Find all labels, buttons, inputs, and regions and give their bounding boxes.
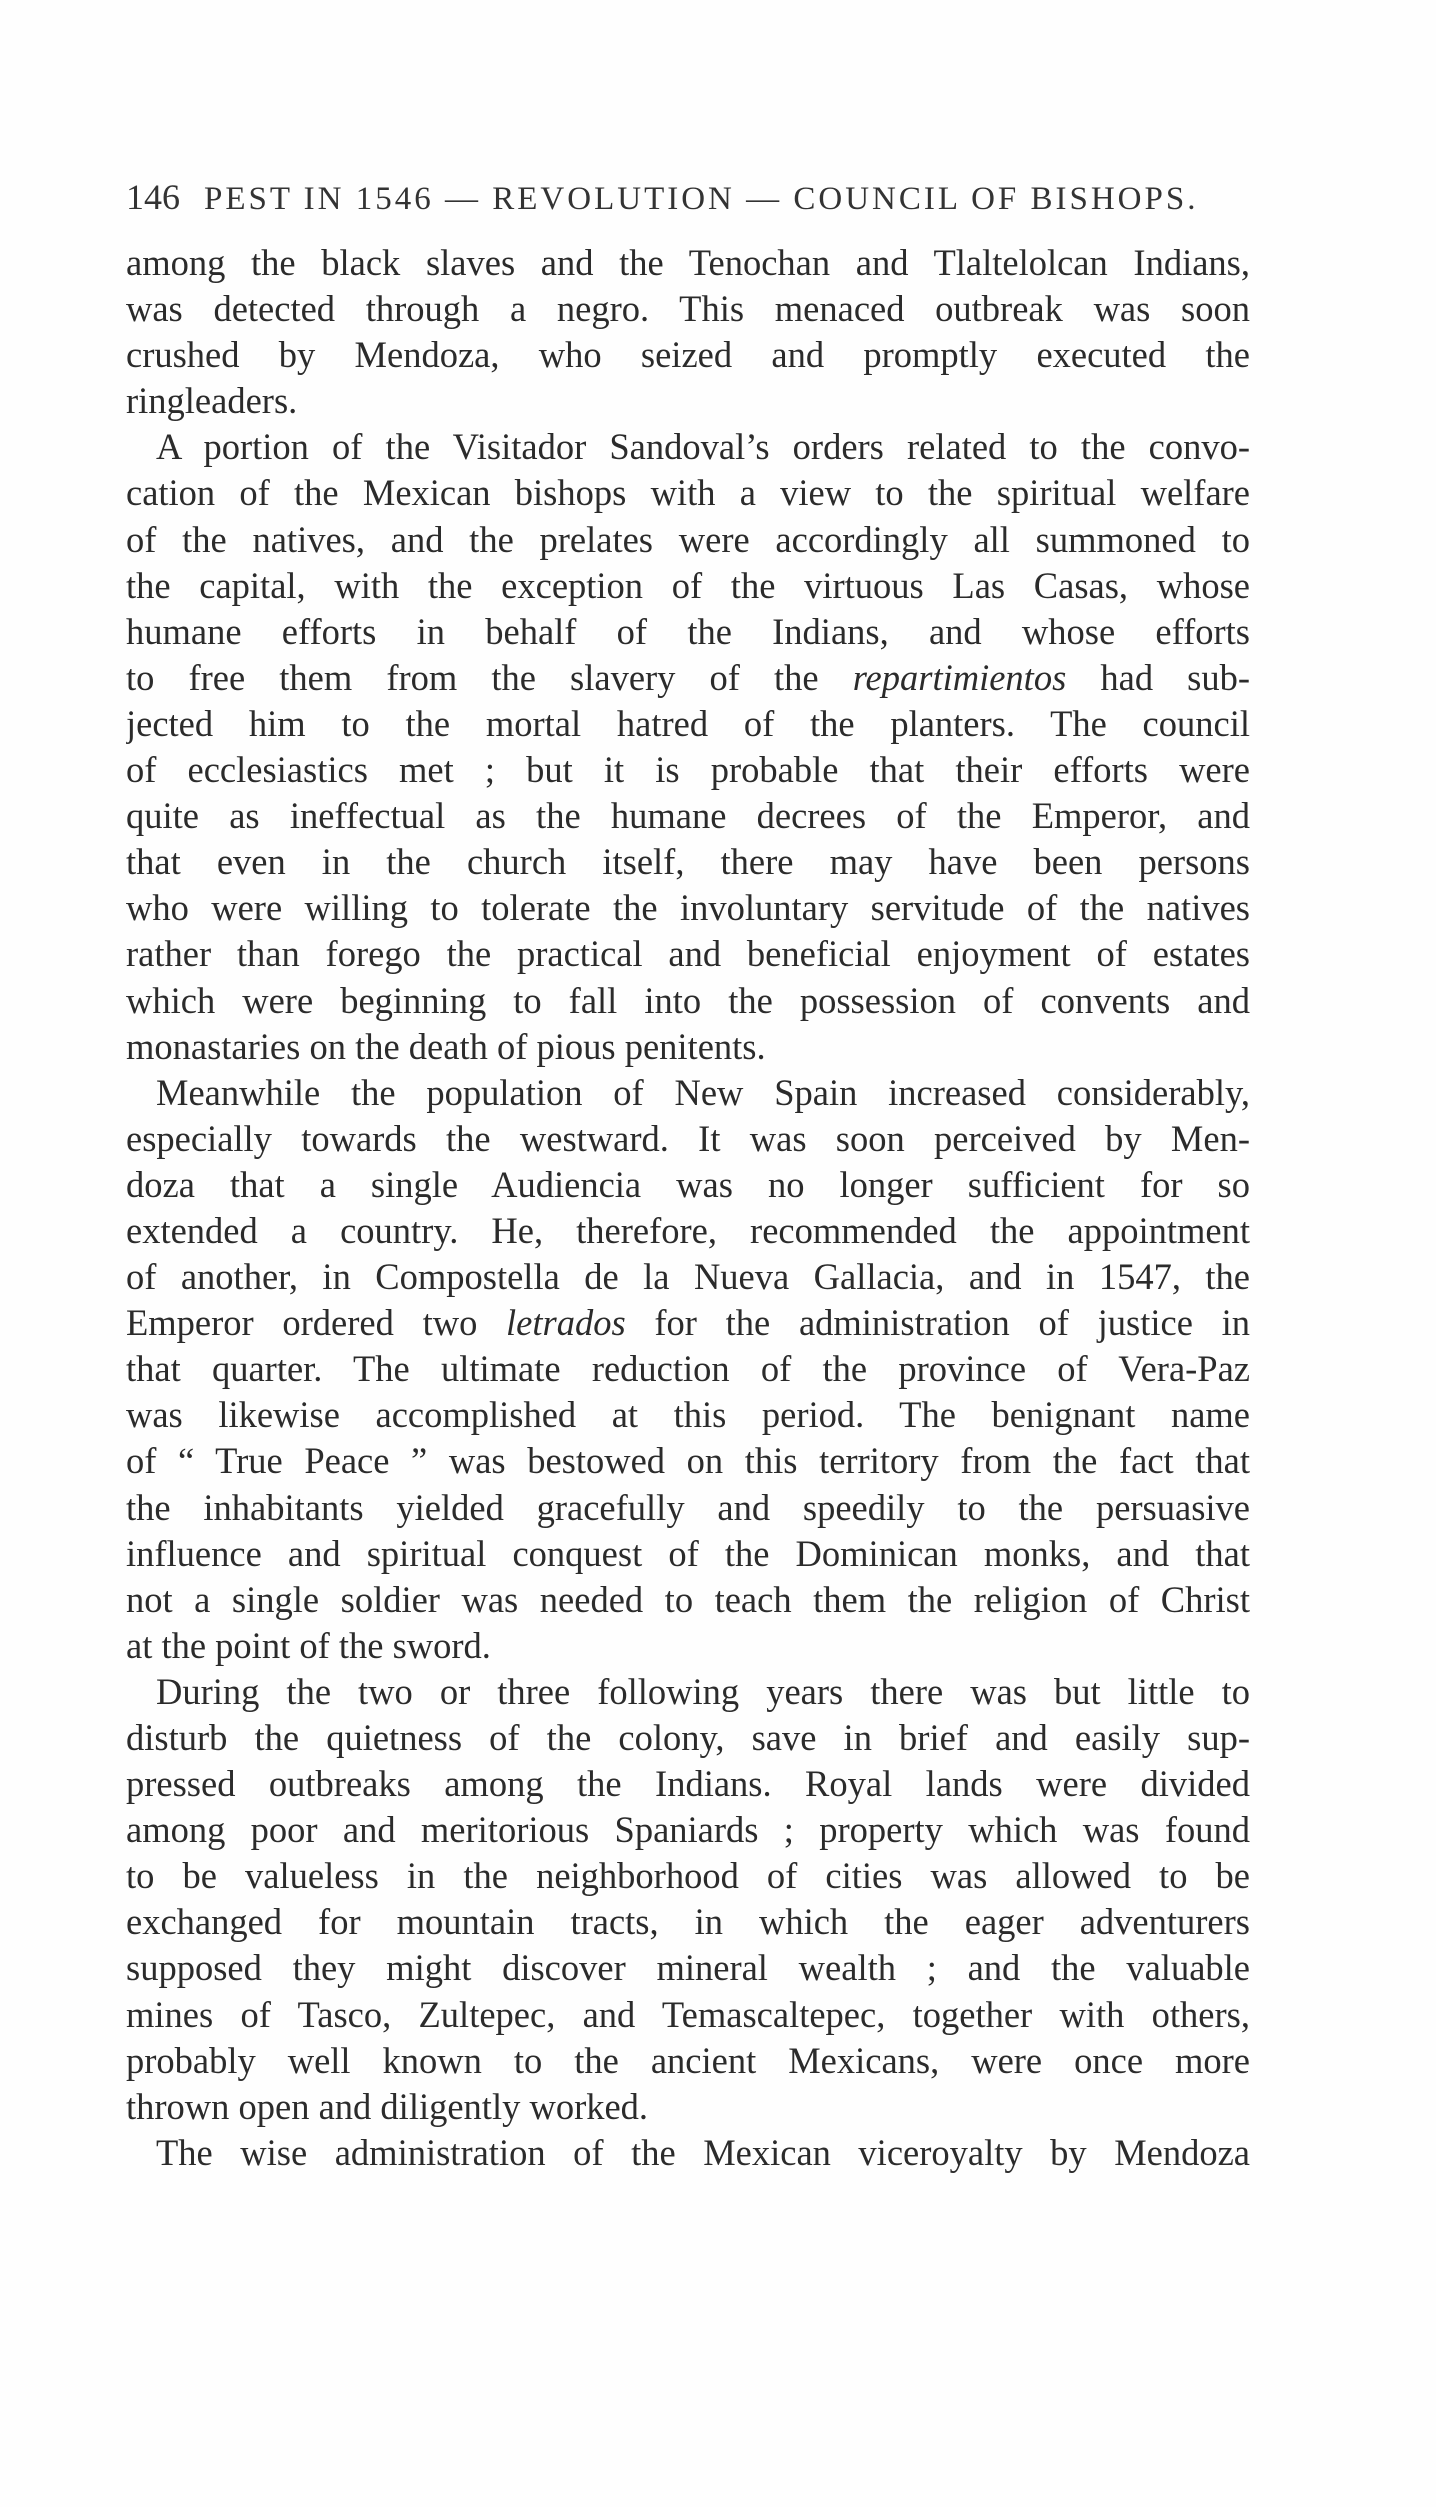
running-head-title: PEST IN 1546 — REVOLUTION — COUNCIL OF BISHOPS. — [204, 181, 1199, 217]
text-line: was likewise accomplished at this period. The benignant name — [126, 1394, 1250, 1436]
running-head — [126, 176, 1246, 218]
text-line: ringleaders. — [126, 380, 298, 422]
text-line: of another, in Compostella de la Nueva Gallacia, and in 1547, the — [126, 1256, 1250, 1298]
text-line: of the natives, and the prelates were accordingly all summoned to — [126, 518, 1250, 560]
text-line: quite as ineffectual as the humane decrees of the Emperor, and — [126, 795, 1250, 837]
text-line: doza that a single Audiencia was no longer sufficient for so — [126, 1163, 1250, 1205]
text-line: that quarter. The ultimate reduction of the province of Vera-Paz — [126, 1348, 1250, 1390]
italic-term-repartimientos: repartimientos — [852, 656, 1067, 698]
text-segment: to free them from the slavery of the — [126, 656, 853, 698]
page-number: 146 — [126, 177, 180, 217]
text-line: influence and spiritual conquest of the Dominican monks, and that — [126, 1532, 1250, 1574]
text-line: mines of Tasco, Zultepec, and Temascaltepec, together with others, — [126, 1993, 1250, 2035]
text-line: among poor and meritorious Spaniards ; property which was found — [126, 1809, 1250, 1851]
text-line: among the black slaves and the Tenochan and Tlaltelolcan Indians, — [126, 242, 1250, 283]
text-line: especially towards the westward. It was soon perceived by Men- — [126, 1117, 1250, 1159]
text-line-with-italic — [126, 1300, 1250, 1346]
paragraph-start-line: A portion of the Visitador Sandoval’s orders related to the convo- — [156, 426, 1250, 468]
text-line: of ecclesiastics met ; but it is probable that their efforts were — [126, 749, 1250, 791]
text-line: probably well known to the ancient Mexicans, were once more — [126, 2039, 1250, 2081]
text-line: who were willing to tolerate the involuntary servitude of the natives — [126, 887, 1250, 929]
text-line: pressed outbreaks among the Indians. Royal lands were divided — [126, 1763, 1250, 1805]
text-line: extended a country. He, therefore, recommended the appointment — [126, 1209, 1250, 1251]
paragraph-start-line: Meanwhile the population of New Spain increased considerably, — [156, 1071, 1250, 1113]
paragraph-start-line: During the two or three following years there was but little to — [156, 1670, 1250, 1712]
text-line: was detected through a negro. This menaced outbreak was soon — [126, 288, 1250, 330]
text-line: the capital, with the exception of the virtuous Las Casas, whose — [126, 564, 1250, 606]
paragraph-start-line: The wise administration of the Mexican viceroyalty by Mendoza — [156, 2131, 1250, 2173]
text-line: jected him to the mortal hatred of the planters. The council — [126, 702, 1250, 744]
body-text — [126, 240, 1250, 2176]
text-line: disturb the quietness of the colony, save in brief and easily sup- — [126, 1717, 1250, 1758]
text-line: monastaries on the death of pious penitents. — [126, 1025, 766, 1067]
text-line-with-italic — [126, 655, 1250, 701]
text-line: supposed they might discover mineral wealth ; and the valuable — [126, 1947, 1250, 1989]
text-line: thrown open and diligently worked. — [126, 2085, 649, 2127]
text-line: that even in the church itself, there may have been persons — [126, 841, 1250, 883]
text-line: exchanged for mountain tracts, in which the eager adventurers — [126, 1901, 1250, 1943]
text-line: cation of the Mexican bishops with a view to the spiritual welfare — [126, 472, 1250, 514]
text-line: at the point of the sword. — [126, 1624, 491, 1666]
text-line: which were beginning to fall into the possession of convents and — [126, 979, 1250, 1021]
text-line: of “ True Peace ” was bestowed on this territory from the fact that — [126, 1440, 1250, 1482]
text-segment: for the administration of justice in — [625, 1302, 1250, 1344]
text-line: the inhabitants yielded gracefully and speedily to the persuasive — [126, 1486, 1250, 1528]
text-segment: Emperor ordered two — [126, 1302, 507, 1344]
text-line: crushed by Mendoza, who seized and promptly executed the — [126, 334, 1250, 376]
text-line: to be valueless in the neighborhood of cities was allowed to be — [126, 1855, 1250, 1897]
text-line: not a single soldier was needed to teach them the religion of Christ — [126, 1578, 1250, 1620]
text-segment: had sub- — [1066, 656, 1250, 698]
italic-term-letrados: letrados — [506, 1302, 626, 1344]
text-line: humane efforts in behalf of the Indians, and whose efforts — [126, 610, 1250, 652]
text-line: rather than forego the practical and beneficial enjoyment of estates — [126, 933, 1250, 975]
